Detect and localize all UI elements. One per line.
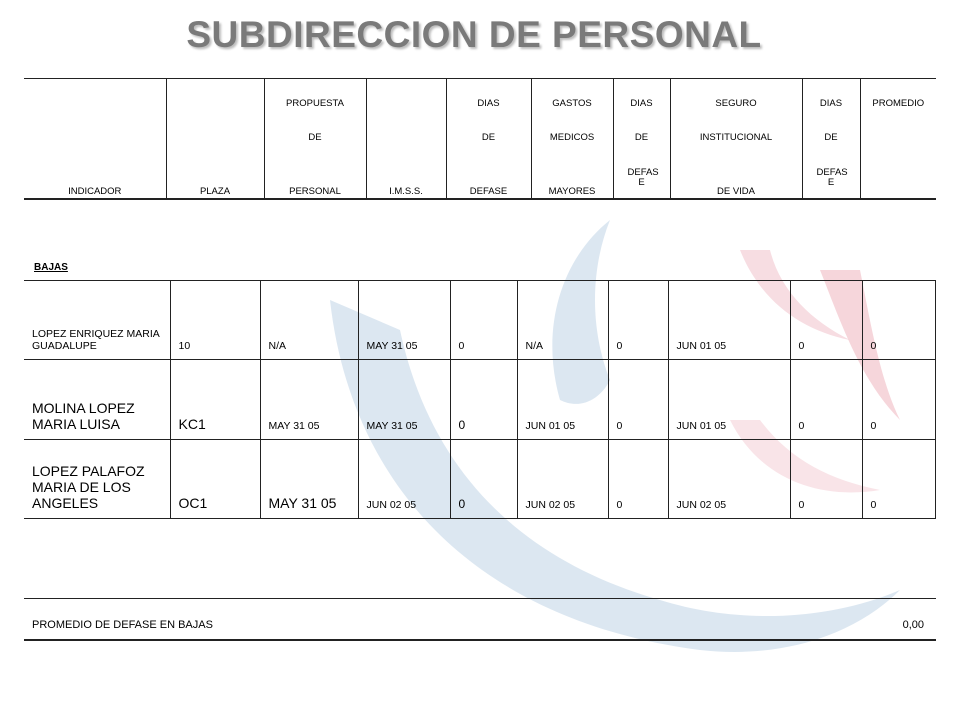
cell-dias-defase-3: 0 [790, 360, 862, 440]
average-label: PROMEDIO DE DEFASE EN BAJAS [32, 619, 213, 631]
cell-seguro: JUN 01 05 [668, 281, 790, 360]
page-title: SUBDIRECCION DE PERSONAL [186, 14, 762, 55]
table-row [24, 440, 935, 519]
header-col-plaza: PLAZA [166, 79, 264, 200]
header-col-seguro: SEGURO INSTITUCIONAL DE VIDA [670, 79, 802, 200]
cell-indicador: LOPEZ ENRIQUEZ MARIA GUADALUPE [24, 281, 170, 360]
bajas-table [24, 280, 936, 519]
cell-dias-defase-2: 0 [608, 440, 668, 519]
cell-propuesta: MAY 31 05 [260, 360, 358, 440]
cell-indicador: MOLINA LOPEZ MARIA LUISA [24, 360, 170, 440]
header-table [24, 78, 936, 200]
header-col-imss: I.M.S.S. [366, 79, 446, 200]
section-label-bajas: BAJAS [34, 262, 68, 273]
header-col-dias-defase-3: DIAS DE DEFAS E [802, 79, 860, 200]
cell-imss: MAY 31 05 [358, 281, 450, 360]
cell-dias-defase: 0 [450, 440, 517, 519]
cell-propuesta: MAY 31 05 [260, 440, 358, 519]
cell-promedio: 0 [862, 440, 935, 519]
cell-seguro: JUN 01 05 [668, 360, 790, 440]
cell-plaza: 10 [170, 281, 260, 360]
cell-gastos-medicos: JUN 01 05 [517, 360, 608, 440]
cell-dias-defase: 0 [450, 281, 517, 360]
cell-plaza: OC1 [170, 440, 260, 519]
header-col-gastos-medicos: GASTOS MEDICOS MAYORES [531, 79, 613, 200]
cell-indicador: LOPEZ PALAFOZ MARIA DE LOS ANGELES [24, 440, 170, 519]
cell-seguro: JUN 02 05 [668, 440, 790, 519]
cell-dias-defase-2: 0 [608, 360, 668, 440]
cell-imss: JUN 02 05 [358, 440, 450, 519]
cell-promedio: 0 [862, 360, 935, 440]
cell-imss: MAY 31 05 [358, 360, 450, 440]
header-col-dias-defase: DIAS DE DEFASE [446, 79, 531, 200]
table-row [24, 360, 935, 440]
cell-dias-defase-3: 0 [790, 281, 862, 360]
average-value: 0,00 [902, 619, 924, 631]
header-col-propuesta: PROPUESTA DE PERSONAL [264, 79, 366, 200]
cell-plaza: KC1 [170, 360, 260, 440]
table-row [24, 281, 935, 360]
cell-dias-defase: 0 [450, 360, 517, 440]
header-col-indicador: INDICADOR [24, 79, 166, 200]
cell-promedio: 0 [862, 281, 935, 360]
cell-propuesta: N/A [260, 281, 358, 360]
cell-dias-defase-2: 0 [608, 281, 668, 360]
average-box [24, 598, 936, 641]
cell-gastos-medicos: N/A [517, 281, 608, 360]
header-col-promedio: PROMEDIO [860, 79, 936, 200]
header-col-dias-defase-2: DIAS DE DEFAS E [613, 79, 670, 200]
cell-gastos-medicos: JUN 02 05 [517, 440, 608, 519]
cell-dias-defase-3: 0 [790, 440, 862, 519]
